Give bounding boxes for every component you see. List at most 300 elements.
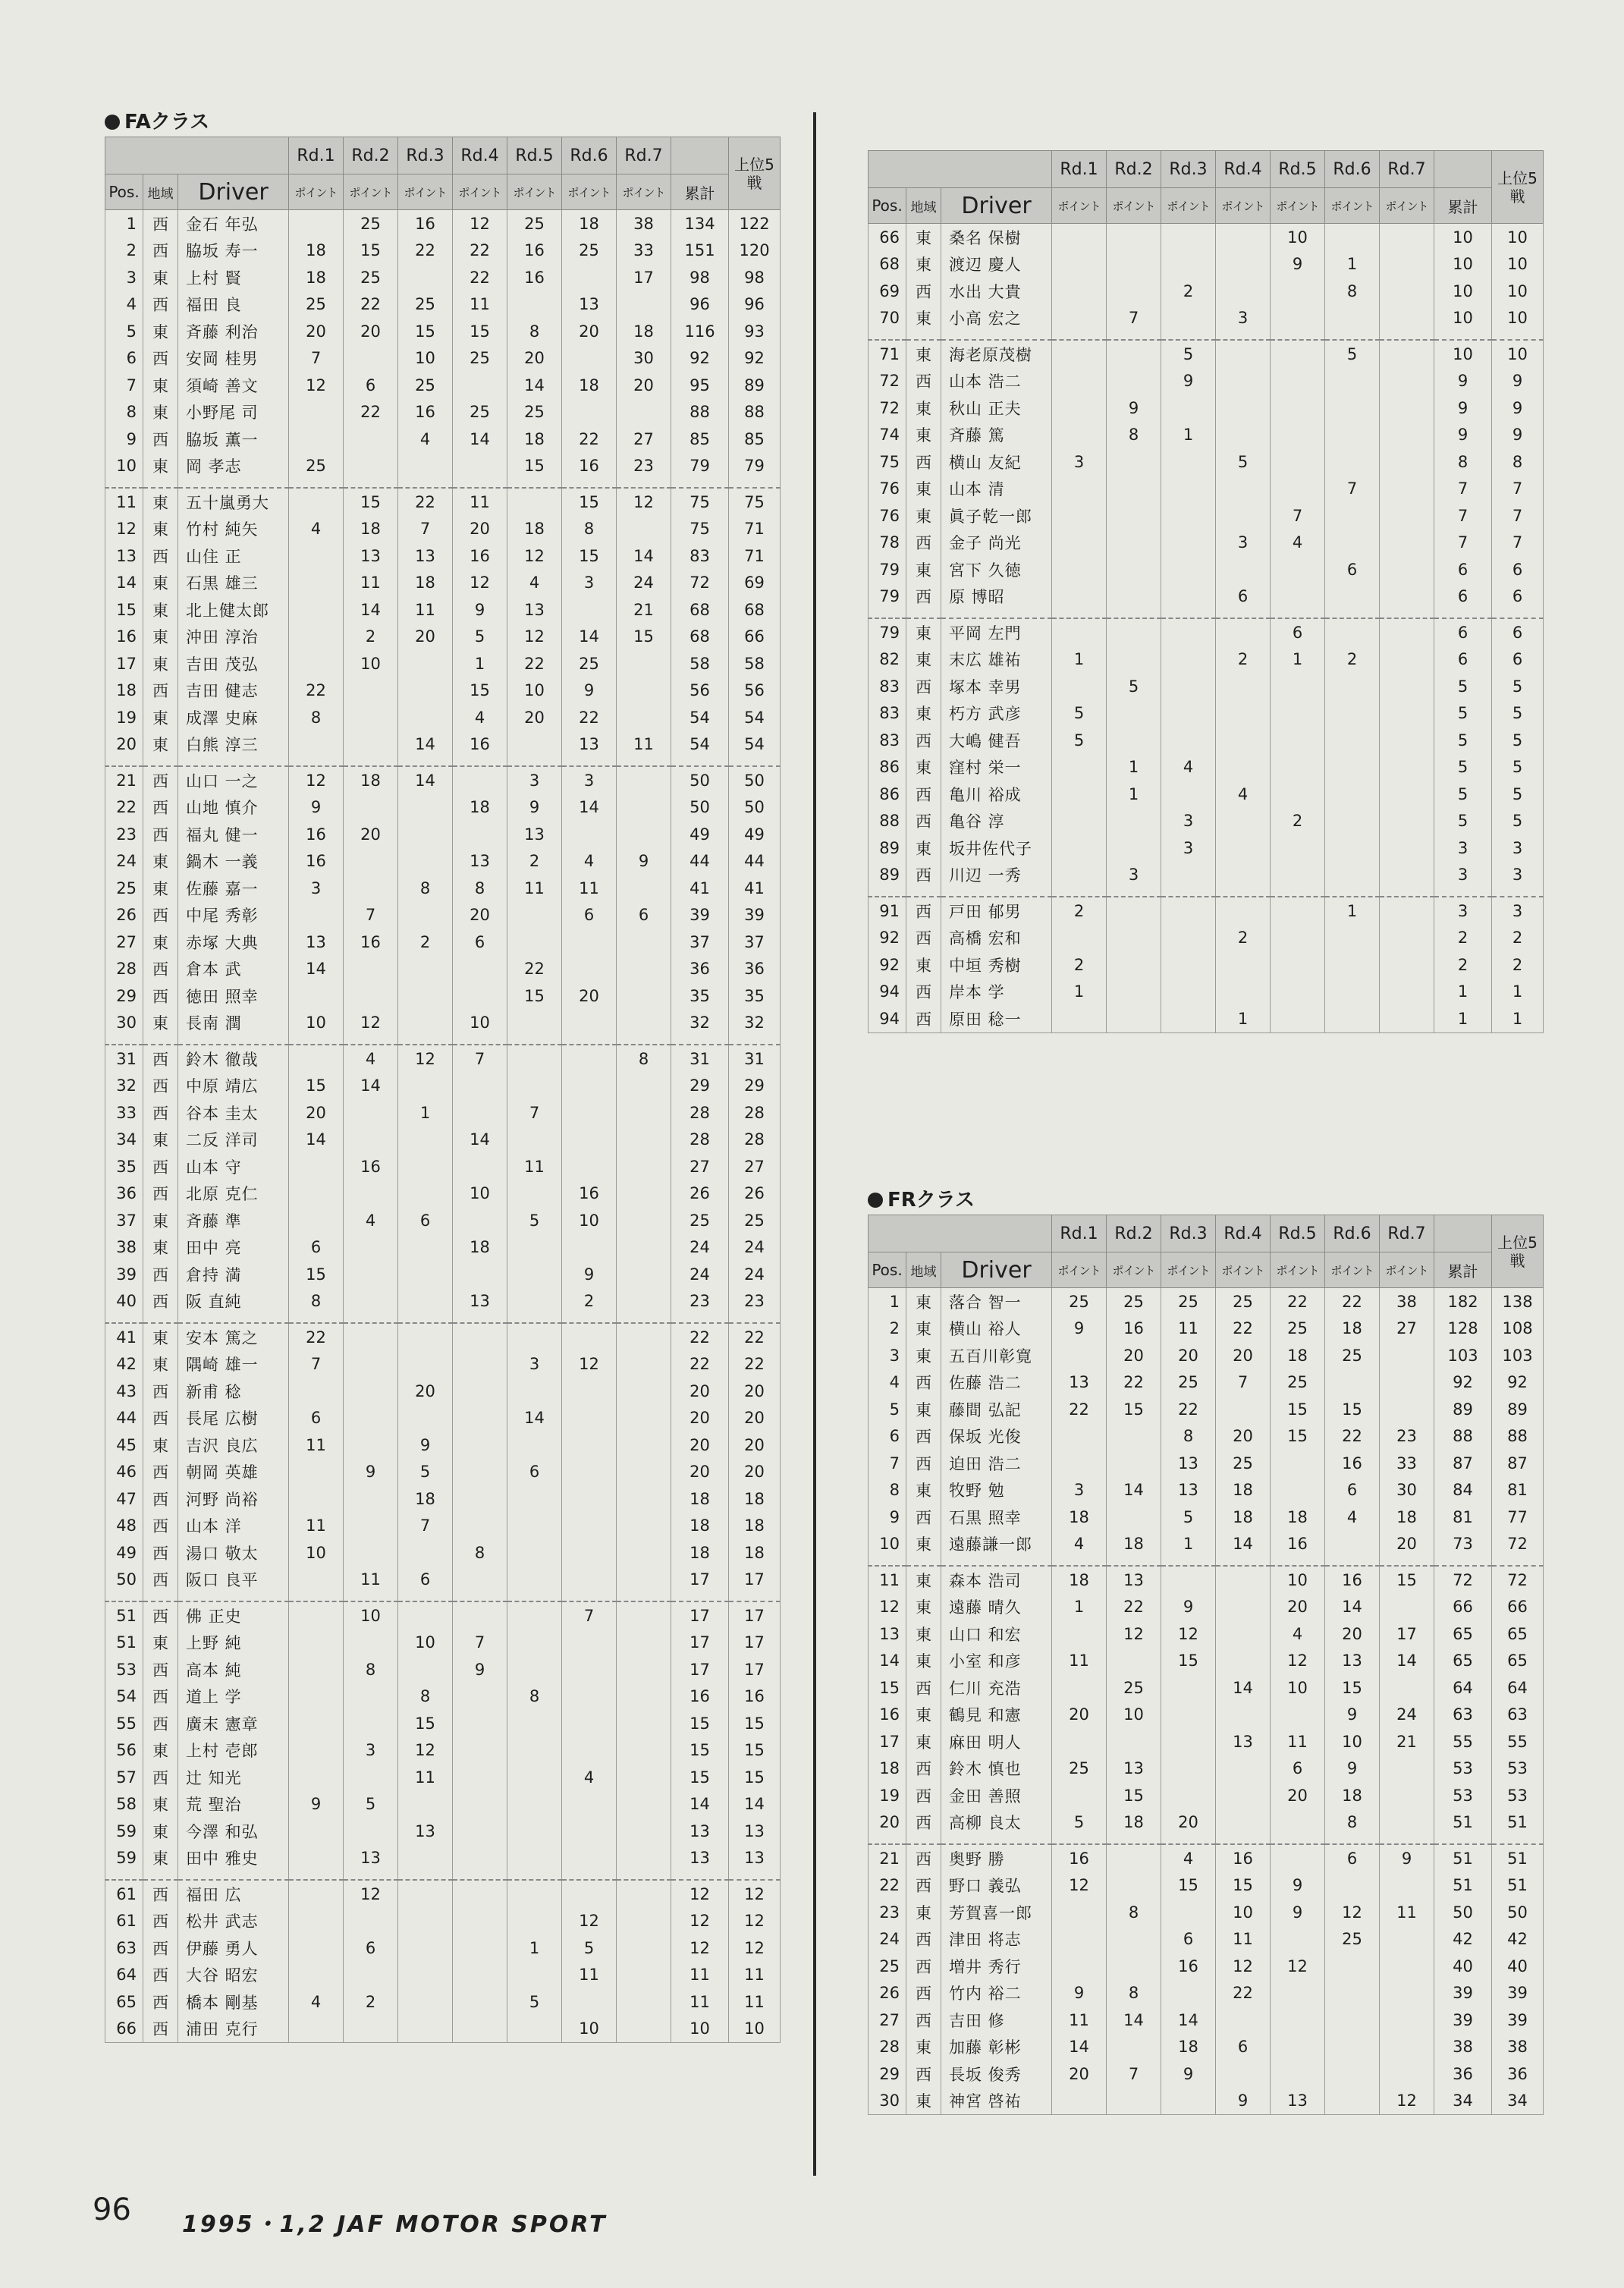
cell-total: 56 bbox=[671, 677, 729, 705]
cell-region: 東 bbox=[906, 502, 941, 530]
group-spacer bbox=[105, 1036, 143, 1045]
cell-round-4: 6 bbox=[453, 929, 507, 956]
group-spacer bbox=[1380, 332, 1434, 340]
cell-total: 50 bbox=[1434, 1899, 1492, 1926]
page-number: 96 bbox=[93, 2192, 131, 2227]
header-blank bbox=[671, 137, 729, 174]
cell-round-1 bbox=[1052, 1674, 1107, 1702]
cell-round-4: 22 bbox=[1216, 1980, 1271, 2007]
group-spacer bbox=[1271, 332, 1325, 340]
cell-round-2: 13 bbox=[344, 542, 398, 570]
cell-round-1 bbox=[1052, 1450, 1107, 1477]
table-row bbox=[869, 448, 1544, 476]
cell-total: 35 bbox=[671, 982, 729, 1010]
cell-round-7 bbox=[617, 1630, 671, 1657]
table-row bbox=[105, 1601, 781, 1630]
cell-round-4 bbox=[453, 2016, 507, 2043]
cell-region: 西 bbox=[906, 1755, 941, 1783]
cell-driver: 竹内 裕二 bbox=[941, 1980, 1052, 2007]
fr-class-title bbox=[868, 1186, 1544, 1215]
cell-total: 3 bbox=[1434, 834, 1492, 862]
header-round-3: Rd.3 bbox=[1161, 1215, 1216, 1252]
cell-total: 85 bbox=[671, 426, 729, 453]
cell-round-3: 25 bbox=[1161, 1288, 1216, 1315]
cell-round-3 bbox=[398, 1288, 453, 1315]
cell-round-1 bbox=[1052, 583, 1107, 611]
cell-round-7 bbox=[617, 1323, 671, 1351]
cell-driver: 山地 慎介 bbox=[178, 794, 289, 822]
table-row bbox=[105, 2016, 781, 2043]
cell-round-2 bbox=[344, 1513, 398, 1540]
group-spacer bbox=[398, 1315, 453, 1323]
cell-round-5: 20 bbox=[507, 704, 562, 731]
cell-total: 53 bbox=[1434, 1755, 1492, 1783]
header-round-3: Rd.3 bbox=[398, 137, 453, 174]
cell-driver: 吉沢 良広 bbox=[178, 1432, 289, 1459]
cell-round-3 bbox=[1161, 1566, 1216, 1594]
cell-round-5 bbox=[1271, 476, 1325, 503]
cell-round-5: 20 bbox=[507, 345, 562, 372]
cell-driver: 浦田 克行 bbox=[178, 2016, 289, 2043]
cell-total: 9 bbox=[1434, 422, 1492, 449]
cell-round-3 bbox=[1161, 224, 1216, 251]
cell-round-3 bbox=[398, 264, 453, 291]
cell-round-6 bbox=[562, 821, 617, 848]
cell-pos: 17 bbox=[105, 650, 143, 677]
cell-total: 13 bbox=[671, 1818, 729, 1845]
cell-total: 68 bbox=[671, 624, 729, 651]
group-spacer bbox=[178, 479, 289, 488]
cell-total: 3 bbox=[1434, 897, 1492, 925]
cell-round-1: 18 bbox=[1052, 1504, 1107, 1531]
group-spacer bbox=[289, 1315, 344, 1323]
header-driver: Driver bbox=[941, 188, 1052, 224]
cell-round-2 bbox=[344, 875, 398, 902]
table-row bbox=[105, 1127, 781, 1154]
cell-round-2 bbox=[344, 1432, 398, 1459]
cell-pos: 42 bbox=[105, 1351, 143, 1378]
cell-total: 18 bbox=[671, 1539, 729, 1567]
group-spacer bbox=[398, 479, 453, 488]
cell-region: 西 bbox=[906, 1844, 941, 1872]
group-spacer bbox=[1052, 610, 1107, 618]
cell-top5: 92 bbox=[729, 345, 781, 372]
cell-round-5: 15 bbox=[1271, 1423, 1325, 1450]
group-spacer bbox=[105, 1315, 143, 1323]
cell-round-6: 13 bbox=[562, 291, 617, 319]
cell-round-3: 11 bbox=[398, 1764, 453, 1791]
cell-round-3: 22 bbox=[1161, 1396, 1216, 1423]
cell-region: 西 bbox=[143, 956, 178, 983]
cell-region: 西 bbox=[143, 1099, 178, 1127]
cell-round-6 bbox=[1325, 394, 1380, 422]
cell-round-1 bbox=[289, 1045, 344, 1073]
cell-top5: 87 bbox=[1492, 1450, 1544, 1477]
cell-top5: 103 bbox=[1492, 1342, 1544, 1369]
cell-round-7 bbox=[1380, 1926, 1434, 1953]
cell-pos: 20 bbox=[869, 1809, 906, 1837]
cell-round-3 bbox=[1161, 979, 1216, 1006]
cell-round-6: 18 bbox=[562, 210, 617, 237]
cell-round-3: 13 bbox=[398, 1818, 453, 1845]
cell-round-3 bbox=[398, 2016, 453, 2043]
cell-region: 東 bbox=[143, 1207, 178, 1234]
cell-round-7 bbox=[1380, 2060, 1434, 2088]
cell-round-5 bbox=[507, 1180, 562, 1208]
cell-round-3 bbox=[398, 1539, 453, 1567]
cell-round-2 bbox=[344, 1234, 398, 1262]
cell-driver: 小高 宏之 bbox=[941, 305, 1052, 332]
cell-round-2 bbox=[344, 1351, 398, 1378]
header-round-5: Rd.5 bbox=[1271, 151, 1325, 188]
header-round-4: Rd.4 bbox=[1216, 151, 1271, 188]
cell-driver: 吉田 健志 bbox=[178, 677, 289, 705]
cell-round-7 bbox=[1380, 2034, 1434, 2061]
table-row bbox=[869, 1844, 1544, 1872]
cell-round-7: 17 bbox=[1380, 1620, 1434, 1648]
cell-round-7: 11 bbox=[1380, 1899, 1434, 1926]
cell-round-3 bbox=[1161, 646, 1216, 674]
group-spacer bbox=[143, 758, 178, 766]
cell-round-7 bbox=[1380, 556, 1434, 583]
cell-round-3: 16 bbox=[398, 210, 453, 237]
cell-driver: 山口 和宏 bbox=[941, 1620, 1052, 1648]
cell-driver: 斉藤 篤 bbox=[941, 422, 1052, 449]
cell-round-7 bbox=[1380, 754, 1434, 781]
cell-region: 東 bbox=[906, 700, 941, 728]
cell-round-1 bbox=[289, 650, 344, 677]
cell-pos: 53 bbox=[105, 1656, 143, 1683]
cell-round-4 bbox=[453, 1378, 507, 1405]
cell-round-2: 8 bbox=[344, 1656, 398, 1683]
cell-round-4 bbox=[1216, 1809, 1271, 1837]
cell-total: 134 bbox=[671, 210, 729, 237]
cell-total: 38 bbox=[1434, 2034, 1492, 2061]
cell-round-6: 12 bbox=[562, 1351, 617, 1378]
cell-round-3 bbox=[398, 794, 453, 822]
cell-total: 9 bbox=[1434, 394, 1492, 422]
cell-round-3 bbox=[398, 704, 453, 731]
table-row bbox=[869, 727, 1544, 754]
cell-top5: 15 bbox=[729, 1710, 781, 1737]
cell-region: 東 bbox=[906, 340, 941, 368]
cell-total: 10 bbox=[1434, 251, 1492, 278]
cell-round-1 bbox=[1052, 530, 1107, 557]
cell-round-5: 9 bbox=[1271, 1872, 1325, 1900]
cell-region: 西 bbox=[143, 1683, 178, 1711]
cell-round-1: 18 bbox=[289, 264, 344, 291]
cell-top5: 15 bbox=[729, 1737, 781, 1765]
table-row bbox=[869, 646, 1544, 674]
group-spacer bbox=[1380, 1836, 1434, 1844]
header-points: ポイント bbox=[289, 174, 344, 210]
group-spacer bbox=[398, 1593, 453, 1601]
cell-pos: 3 bbox=[105, 264, 143, 291]
cell-total: 20 bbox=[671, 1432, 729, 1459]
table-row bbox=[869, 1396, 1544, 1423]
cell-round-7 bbox=[617, 704, 671, 731]
cell-total: 182 bbox=[1434, 1288, 1492, 1315]
header-round-5: Rd.5 bbox=[507, 137, 562, 174]
cell-round-5 bbox=[1271, 394, 1325, 422]
cell-driver: 隅崎 雄一 bbox=[178, 1351, 289, 1378]
cell-round-2 bbox=[344, 794, 398, 822]
cell-round-2 bbox=[344, 1127, 398, 1154]
cell-total: 5 bbox=[1434, 781, 1492, 808]
cell-round-2 bbox=[1107, 476, 1161, 503]
cell-round-3: 6 bbox=[398, 1567, 453, 1594]
cell-region: 西 bbox=[143, 1567, 178, 1594]
cell-round-1: 6 bbox=[289, 1234, 344, 1262]
cell-round-2 bbox=[1107, 1005, 1161, 1032]
cell-round-5 bbox=[507, 1539, 562, 1567]
cell-round-4 bbox=[1216, 1702, 1271, 1729]
cell-round-6 bbox=[1325, 422, 1380, 449]
cell-round-2: 22 bbox=[1107, 1594, 1161, 1621]
cell-total: 64 bbox=[1434, 1674, 1492, 1702]
cell-round-6 bbox=[562, 1234, 617, 1262]
cell-round-2: 1 bbox=[1107, 754, 1161, 781]
cell-top5: 98 bbox=[729, 264, 781, 291]
cell-region: 西 bbox=[906, 1872, 941, 1900]
cell-round-7 bbox=[1380, 1872, 1434, 1900]
cell-top5: 23 bbox=[729, 1288, 781, 1315]
cell-pos: 64 bbox=[105, 1962, 143, 1989]
group-spacer bbox=[1380, 888, 1434, 897]
table-row bbox=[105, 1073, 781, 1100]
cell-driver: 成澤 史麻 bbox=[178, 704, 289, 731]
cell-total: 17 bbox=[671, 1630, 729, 1657]
cell-round-2: 11 bbox=[344, 1567, 398, 1594]
cell-top5: 18 bbox=[729, 1485, 781, 1513]
cell-round-3 bbox=[398, 1010, 453, 1037]
cell-round-1 bbox=[289, 1737, 344, 1765]
cell-round-6 bbox=[562, 1459, 617, 1486]
fr-standings-table bbox=[868, 1215, 1544, 2115]
cell-round-4 bbox=[453, 1962, 507, 1989]
table-row bbox=[105, 516, 781, 543]
cell-round-5: 15 bbox=[507, 982, 562, 1010]
group-spacer bbox=[562, 1872, 617, 1880]
cell-region: 東 bbox=[906, 1899, 941, 1926]
cell-round-4 bbox=[453, 1351, 507, 1378]
cell-total: 95 bbox=[671, 372, 729, 399]
cell-round-1 bbox=[289, 570, 344, 597]
cell-round-1: 12 bbox=[1052, 1872, 1107, 1900]
cell-round-2 bbox=[344, 848, 398, 875]
cell-total: 89 bbox=[1434, 1396, 1492, 1423]
group-spacer bbox=[617, 479, 671, 488]
group-spacer bbox=[398, 1872, 453, 1880]
table-row bbox=[869, 1809, 1544, 1837]
cell-driver: 宮下 久徳 bbox=[941, 556, 1052, 583]
cell-driver: 高本 純 bbox=[178, 1656, 289, 1683]
cell-round-5 bbox=[1271, 305, 1325, 332]
cell-total: 51 bbox=[1434, 1844, 1492, 1872]
cell-pos: 72 bbox=[869, 368, 906, 395]
cell-total: 27 bbox=[671, 1153, 729, 1180]
cell-round-5 bbox=[507, 1737, 562, 1765]
cell-round-7 bbox=[1380, 1674, 1434, 1702]
cell-region: 西 bbox=[906, 808, 941, 835]
cell-round-2: 18 bbox=[344, 766, 398, 794]
cell-round-7 bbox=[617, 1459, 671, 1486]
cell-round-6: 18 bbox=[1325, 1782, 1380, 1809]
cell-round-4: 14 bbox=[453, 426, 507, 453]
cell-round-7 bbox=[1380, 897, 1434, 925]
cell-round-2 bbox=[1107, 556, 1161, 583]
cell-round-1: 13 bbox=[1052, 1369, 1107, 1397]
cell-region: 東 bbox=[143, 1818, 178, 1845]
header-total: 累計 bbox=[671, 174, 729, 210]
cell-top5: 16 bbox=[729, 1683, 781, 1711]
cell-round-2 bbox=[344, 2016, 398, 2043]
cell-region: 東 bbox=[906, 646, 941, 674]
cell-round-5 bbox=[1271, 897, 1325, 925]
table-row bbox=[869, 618, 1544, 646]
cell-round-6: 22 bbox=[1325, 1423, 1380, 1450]
cell-round-2 bbox=[1107, 1450, 1161, 1477]
header-round-1: Rd.1 bbox=[1052, 151, 1107, 188]
cell-round-7: 18 bbox=[617, 318, 671, 345]
table-row bbox=[105, 1567, 781, 1594]
cell-round-4 bbox=[1216, 979, 1271, 1006]
cell-total: 96 bbox=[671, 291, 729, 319]
cell-top5: 20 bbox=[729, 1405, 781, 1432]
cell-driver: 川辺 一秀 bbox=[941, 862, 1052, 889]
cell-total: 37 bbox=[671, 929, 729, 956]
cell-round-2: 4 bbox=[344, 1045, 398, 1073]
cell-total: 10 bbox=[671, 2016, 729, 2043]
table-row bbox=[105, 1261, 781, 1288]
group-spacer bbox=[1492, 1557, 1544, 1566]
cell-round-2: 14 bbox=[344, 1073, 398, 1100]
cell-round-5: 12 bbox=[1271, 1953, 1325, 1980]
cell-round-5 bbox=[1271, 1450, 1325, 1477]
cell-pos: 11 bbox=[869, 1566, 906, 1594]
cell-round-4 bbox=[453, 766, 507, 794]
cell-total: 10 bbox=[1434, 340, 1492, 368]
cell-round-5: 9 bbox=[1271, 1899, 1325, 1926]
cell-total: 17 bbox=[671, 1601, 729, 1630]
cell-round-7 bbox=[1380, 700, 1434, 728]
cell-region: 東 bbox=[143, 488, 178, 516]
cell-round-6: 13 bbox=[1325, 1648, 1380, 1675]
cell-driver: 藤間 弘記 bbox=[941, 1396, 1052, 1423]
cell-top5: 72 bbox=[1492, 1531, 1544, 1558]
cell-driver: 山住 正 bbox=[178, 542, 289, 570]
cell-round-6 bbox=[562, 1432, 617, 1459]
cell-round-2: 8 bbox=[1107, 1899, 1161, 1926]
cell-total: 58 bbox=[671, 650, 729, 677]
cell-driver: 窪村 栄一 bbox=[941, 754, 1052, 781]
cell-total: 87 bbox=[1434, 1450, 1492, 1477]
cell-pos: 23 bbox=[869, 1899, 906, 1926]
cell-round-7 bbox=[617, 766, 671, 794]
cell-total: 151 bbox=[671, 237, 729, 265]
cell-region: 西 bbox=[143, 1601, 178, 1630]
header-total: 累計 bbox=[1434, 1252, 1492, 1288]
cell-round-7 bbox=[617, 1010, 671, 1037]
cell-round-1: 3 bbox=[1052, 448, 1107, 476]
group-spacer bbox=[729, 1872, 781, 1880]
cell-top5: 71 bbox=[729, 516, 781, 543]
cell-round-4 bbox=[1216, 754, 1271, 781]
cell-driver: 田中 雅史 bbox=[178, 1845, 289, 1872]
cell-round-3: 1 bbox=[398, 1099, 453, 1127]
group-spacer bbox=[398, 758, 453, 766]
cell-round-2: 10 bbox=[344, 1601, 398, 1630]
group-spacer bbox=[869, 1836, 906, 1844]
cell-region: 西 bbox=[143, 902, 178, 929]
cell-round-3 bbox=[1161, 951, 1216, 979]
cell-round-7: 23 bbox=[1380, 1423, 1434, 1450]
cell-round-6 bbox=[562, 1656, 617, 1683]
cell-total: 40 bbox=[1434, 1953, 1492, 1980]
cell-top5: 8 bbox=[1492, 448, 1544, 476]
cell-round-7 bbox=[617, 1737, 671, 1765]
cell-total: 51 bbox=[1434, 1872, 1492, 1900]
cell-round-6: 14 bbox=[562, 624, 617, 651]
cell-total: 54 bbox=[671, 731, 729, 759]
cell-round-2: 25 bbox=[344, 210, 398, 237]
cell-region: 西 bbox=[906, 673, 941, 700]
cell-round-2 bbox=[344, 1539, 398, 1567]
cell-top5: 85 bbox=[729, 426, 781, 453]
cell-round-2: 10 bbox=[1107, 1702, 1161, 1729]
cell-total: 10 bbox=[1434, 278, 1492, 305]
cell-round-7: 9 bbox=[1380, 1844, 1434, 1872]
cell-pos: 76 bbox=[869, 476, 906, 503]
cell-driver: 沖田 淳治 bbox=[178, 624, 289, 651]
fa-class-section bbox=[105, 108, 781, 2043]
cell-round-1 bbox=[1052, 340, 1107, 368]
group-spacer bbox=[671, 479, 729, 488]
cell-pos: 28 bbox=[105, 956, 143, 983]
cell-round-5: 4 bbox=[1271, 530, 1325, 557]
cell-round-7 bbox=[617, 1180, 671, 1208]
cell-round-4 bbox=[1216, 1566, 1271, 1594]
cell-round-2 bbox=[1107, 897, 1161, 925]
table-row bbox=[105, 1764, 781, 1791]
cell-region: 東 bbox=[906, 224, 941, 251]
cell-driver: 金石 年弘 bbox=[178, 210, 289, 237]
cell-region: 東 bbox=[906, 476, 941, 503]
cell-region: 西 bbox=[906, 368, 941, 395]
cell-region: 東 bbox=[143, 929, 178, 956]
cell-round-7 bbox=[1380, 448, 1434, 476]
cell-round-6 bbox=[1325, 2007, 1380, 2034]
cell-round-4: 13 bbox=[453, 1288, 507, 1315]
cell-round-1 bbox=[1052, 476, 1107, 503]
group-spacer bbox=[105, 1872, 143, 1880]
cell-round-4 bbox=[453, 1908, 507, 1935]
cell-round-2 bbox=[1107, 979, 1161, 1006]
cell-round-2 bbox=[344, 1630, 398, 1657]
cell-round-2: 13 bbox=[1107, 1755, 1161, 1783]
cell-round-4: 16 bbox=[453, 731, 507, 759]
cell-round-3 bbox=[1161, 1899, 1216, 1926]
table-row bbox=[105, 1351, 781, 1378]
cell-total: 72 bbox=[1434, 1566, 1492, 1594]
cell-pos: 91 bbox=[869, 897, 906, 925]
header-round-7: Rd.7 bbox=[1380, 151, 1434, 188]
table-row bbox=[869, 368, 1544, 395]
cell-round-3: 4 bbox=[1161, 1844, 1216, 1872]
cell-round-7 bbox=[617, 650, 671, 677]
cell-driver: 湯口 敬太 bbox=[178, 1539, 289, 1567]
cell-region: 西 bbox=[906, 1674, 941, 1702]
